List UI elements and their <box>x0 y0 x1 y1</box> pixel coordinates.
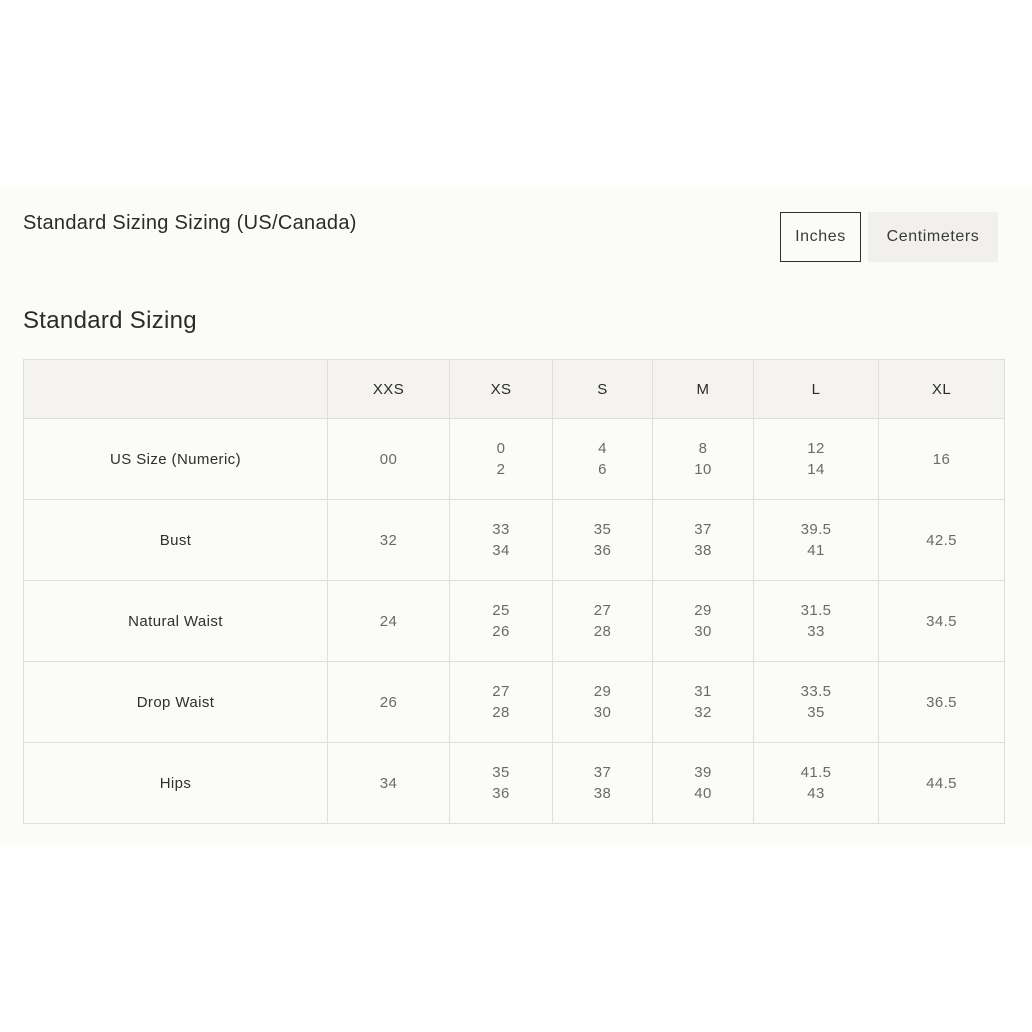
table-header-row <box>24 360 1005 419</box>
measurement-value: 41 <box>807 542 825 559</box>
row-label: US Size (Numeric) <box>24 419 328 500</box>
table-cell-m <box>653 662 754 743</box>
column-header-xl: XL <box>879 360 1005 419</box>
centimeters-button[interactable]: Centimeters <box>868 212 998 262</box>
measurement-value: 42.5 <box>926 531 957 549</box>
table-cell-xl <box>879 500 1005 581</box>
measurement-value: 44.5 <box>926 774 957 792</box>
table-cell-xs <box>450 419 553 500</box>
measurement-value: 28 <box>492 704 510 721</box>
table-cell-m <box>653 500 754 581</box>
measurement-value: 36 <box>492 785 510 802</box>
measurement-value: 41.5 <box>800 764 832 781</box>
column-header-xxs: XXS <box>328 360 450 419</box>
table-cell-xs <box>450 581 553 662</box>
measurement-value: 00 <box>379 450 398 468</box>
measurement-value: 37 <box>694 521 712 538</box>
table-cell-xs <box>450 743 553 824</box>
measurement-value: 29 <box>694 602 712 619</box>
measurement-value: 35 <box>492 764 510 781</box>
measurement-value: 36 <box>593 542 612 559</box>
table-cell-l <box>754 500 879 581</box>
table-cell-xxs <box>328 500 450 581</box>
measurement-value: 29 <box>593 683 612 700</box>
table-row-bust <box>24 500 1005 581</box>
measurement-value: 16 <box>932 450 951 468</box>
column-header-xs: XS <box>450 360 553 419</box>
measurement-value: 25 <box>492 602 510 619</box>
measurement-value: 35 <box>593 521 612 538</box>
table-cell-xs <box>450 500 553 581</box>
measurement-value: 33 <box>492 521 510 538</box>
inches-button[interactable]: Inches <box>780 212 861 262</box>
measurement-value: 35 <box>807 704 825 721</box>
measurement-value: 30 <box>593 704 612 721</box>
measurement-value: 27 <box>492 683 510 700</box>
column-header-l: L <box>754 360 879 419</box>
measurement-value: 39.5 <box>800 521 832 538</box>
table-row-us-size-numeric <box>24 419 1005 500</box>
row-label: Hips <box>24 743 328 824</box>
measurement-value: 37 <box>593 764 612 781</box>
table-cell-l <box>754 662 879 743</box>
table-cell-xl <box>879 419 1005 500</box>
measurement-value: 27 <box>593 602 612 619</box>
measurement-value: 31.5 <box>800 602 832 619</box>
table-cell-l <box>754 419 879 500</box>
table-cell-xxs <box>328 419 450 500</box>
column-header-m: M <box>653 360 754 419</box>
row-label: Bust <box>24 500 328 581</box>
column-header-s: S <box>553 360 653 419</box>
measurement-value: 36.5 <box>926 693 957 711</box>
table-cell-l <box>754 743 879 824</box>
table-corner-cell <box>24 360 328 419</box>
table-cell-xl <box>879 581 1005 662</box>
table-cell-xl <box>879 743 1005 824</box>
table-cell-s <box>553 581 653 662</box>
size-guide-title: Standard Sizing Sizing (US/Canada) <box>23 212 357 234</box>
table-row-hips <box>24 743 1005 824</box>
table-cell-s <box>553 419 653 500</box>
table-cell-m <box>653 743 754 824</box>
measurement-value: 32 <box>694 704 712 721</box>
table-cell-xs <box>450 662 553 743</box>
row-label: Natural Waist <box>24 581 328 662</box>
section-title: Standard Sizing <box>23 307 197 334</box>
table-row-natural-waist <box>24 581 1005 662</box>
table-cell-xl <box>879 662 1005 743</box>
measurement-value: 40 <box>694 785 712 802</box>
row-label: Drop Waist <box>24 662 328 743</box>
measurement-value: 12 <box>807 440 825 457</box>
measurement-value: 30 <box>694 623 712 640</box>
table-cell-xxs <box>328 581 450 662</box>
measurement-value: 33 <box>807 623 825 640</box>
measurement-value: 8 <box>698 440 708 457</box>
measurement-value: 0 <box>496 440 506 457</box>
table-cell-s <box>553 500 653 581</box>
measurement-value: 4 <box>598 440 607 457</box>
measurement-value: 39 <box>694 764 712 781</box>
measurement-value: 38 <box>593 785 612 802</box>
measurement-value: 34 <box>492 542 510 559</box>
size-table <box>23 359 1005 824</box>
table-cell-s <box>553 662 653 743</box>
table-cell-s <box>553 743 653 824</box>
measurement-value: 28 <box>593 623 612 640</box>
unit-toggle <box>780 212 998 262</box>
measurement-value: 2 <box>496 461 506 478</box>
table-row-drop-waist <box>24 662 1005 743</box>
measurement-value: 38 <box>694 542 712 559</box>
table-cell-m <box>653 419 754 500</box>
table-cell-xxs <box>328 662 450 743</box>
measurement-value: 34.5 <box>926 612 957 630</box>
measurement-value: 6 <box>598 461 607 478</box>
measurement-value: 43 <box>807 785 825 802</box>
measurement-value: 33.5 <box>800 683 832 700</box>
table-cell-m <box>653 581 754 662</box>
table-cell-xxs <box>328 743 450 824</box>
measurement-value: 26 <box>492 623 510 640</box>
measurement-value: 24 <box>379 612 398 630</box>
measurement-value: 31 <box>694 683 712 700</box>
measurement-value: 34 <box>379 774 398 792</box>
measurement-value: 14 <box>807 461 825 478</box>
table-cell-l <box>754 581 879 662</box>
measurement-value: 26 <box>379 693 398 711</box>
measurement-value: 10 <box>694 461 712 478</box>
measurement-value: 32 <box>379 531 398 549</box>
